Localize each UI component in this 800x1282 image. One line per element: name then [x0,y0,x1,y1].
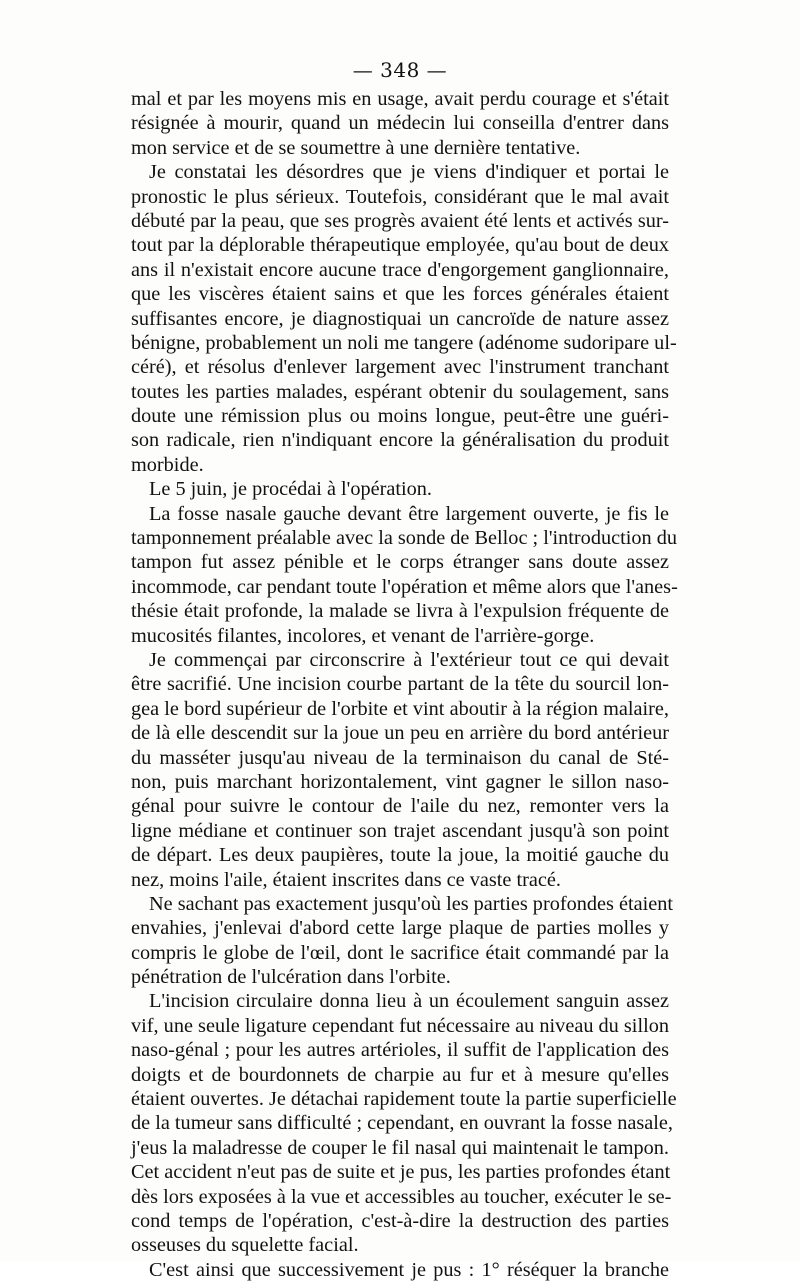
text-line: pénétration de l'ulcération dans l'orbite. [131,966,451,989]
text-line: vif, une seule ligature cependant fut nécessaire au niveau du sillon [131,1014,669,1037]
text-line: génal pour suivre le contour de l'aile du nez, remonter vers la [131,795,669,818]
text-line: doute une rémission plus ou moins longue, peut-être une guéri- [131,405,669,428]
text-line: compris le globe de l'œil, dont le sacrifice était commandé par la [131,941,669,964]
text-line: mucosités filantes, incolores, et venant de l'arrière-gorge. [131,624,595,647]
text-line: bénigne, probablement un noli me tangere (adénome sudoripare ul- [131,331,677,354]
text-line: du masséter jusqu'au niveau de la terminaison du canal de Sté- [131,746,669,769]
text-line: C'est ainsi que successivement je pus : 1° réséquer la branche [149,1258,669,1281]
text-line: L'incision circulaire donna lieu à un écoulement sanguin assez [149,990,669,1013]
text-line: morbide. [131,453,204,476]
text-line: doigts et de bourdonnets de charpie au fur et à mesure qu'elles [131,1063,669,1086]
text-line: suffisantes encore, je diagnostiquai un cancroïde de nature assez [131,307,669,330]
text-line: envahies, j'enlevai d'abord cette large plaque de parties molles y [131,917,669,940]
text-line: pronostic le plus sérieux. Toutefois, considérant que le mal avait [131,185,669,208]
text-line: incommode, car pendant toute l'opération et même alors que l'anes- [131,575,678,598]
body-text [131,87,678,1282]
text-line: Je commençai par circonscrire à l'extérieur tout ce qui devait [149,648,669,671]
text-line: Le 5 juin, je procédai à l'opération. [149,478,432,501]
text-line: thésie était profonde, la malade se livra à l'expulsion fréquente de [131,600,669,623]
text-line: céré), et résolus d'enlever largement avec l'instrument tranchant [131,356,669,379]
text-line: toutes les parties malades, espérant obtenir du soulagement, sans [131,380,669,403]
text-line: tampon fut assez pénible et le corps étranger sans doute assez [131,551,669,574]
text-line: osseuses du squelette facial. [131,1234,359,1257]
text-line: ligne médiane et continuer son trajet ascendant jusqu'à son point [131,819,669,842]
text-line: ans il n'existait encore aucune trace d'engorgement ganglionnaire, [131,258,669,281]
text-line: de départ. Les deux paupières, toute la joue, la moitié gauche du [131,844,669,867]
text-line: mal et par les moyens mis en usage, avait perdu courage et s'était [131,88,669,110]
text-line: de là elle descendit sur la joue un peu en arrière du bord antérieur [131,722,669,745]
text-line: cond temps de l'opération, c'est-à-dire la destruction des parties [131,1209,669,1232]
text-line: mon service et de se soumettre à une dernière tentative. [131,136,581,159]
text-line: naso-génal ; pour les autres artérioles, il suffit de l'application des [131,1039,669,1062]
text-line: tamponnement préalable avec la sonde de Belloc ; l'introduction du [131,527,677,550]
text-line: être sacrifié. Une incision courbe partant de la tête du sourcil lon- [131,673,669,696]
text-line: tout par la déplorable thérapeutique employée, qu'au bout de deux [131,234,669,257]
text-line: dès lors exposées à la vue et accessibles au toucher, exécuter le se- [131,1185,672,1208]
text-line: son radicale, rien n'indiquant encore la généralisation du produit [131,429,669,452]
text-line: Cet accident n'eut pas de suite et je pus, les parties profondes étant [131,1161,671,1184]
text-line: Je constatai les désordres que je viens d'indiquer et portai le [149,161,669,184]
text-line: Ne sachant pas exactement jusqu'où les parties profondes étaient [149,892,674,915]
text-line: de la tumeur sans difficulté ; cependant, en ouvrant la fosse nasale, [131,1112,673,1135]
page-number: — 348 — [352,58,448,82]
text-line: nez, moins l'aile, étaient inscrites dans ce vaste tracé. [131,868,561,891]
text-line: gea le bord supérieur de l'orbite et vint aboutir à la région malaire, [131,697,669,720]
text-line: non, puis marchant horizontalement, vint gagner le sillon naso- [131,770,669,793]
text-line: j'eus la maladresse de couper le fil nasal qui maintenait le tampon. [131,1136,669,1159]
text-line: étaient ouvertes. Je détachai rapidement toute la partie superficielle [131,1088,677,1111]
text-line: résignée à mourir, quand un médecin lui conseilla d'entrer dans [131,112,669,135]
text-line: que les viscères étaient sains et que les forces générales étaient [131,283,669,306]
text-line: débuté par la peau, que ses progrès avaient été lents et activés sur- [131,209,669,232]
text-line: La fosse nasale gauche devant être largement ouverte, je fis le [149,502,669,525]
